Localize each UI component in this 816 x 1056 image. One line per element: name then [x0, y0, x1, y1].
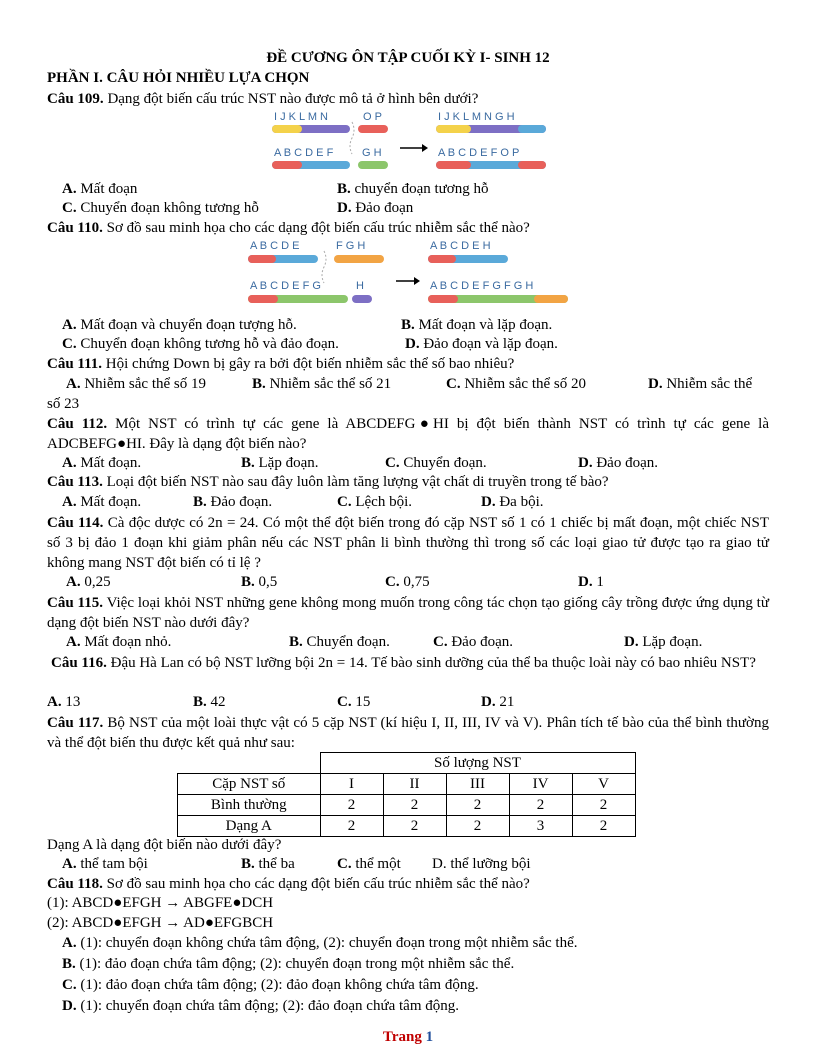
chromosome	[358, 161, 388, 169]
table-row: Bình thường 2 2 2 2 2	[178, 795, 636, 816]
chromosome	[358, 125, 388, 133]
fig-label: A B C D E	[250, 240, 300, 252]
table-group-header: Số lượng NST	[320, 753, 635, 774]
option: B. (1): đảo đoạn chứa tâm động; (2): chuyển đoạn trong một nhiễm sắc thể.	[62, 956, 515, 972]
question-115: Câu 115. Việc loại khỏi NST những gene không mong muốn trong công tác chọn tạo giống cây trồng được ứng dụng từ dạng đột biến NST nào dưới đây?	[47, 595, 769, 631]
fig-label: I J K L M N	[274, 111, 328, 123]
question-118: Câu 118. Sơ đồ sau minh họa cho các dạng đột biến cấu trúc nhiễm sắc thể nào?	[47, 876, 530, 892]
option: A. 0,25	[66, 574, 111, 590]
question-116: Câu 116. Đậu Hà Lan có bộ NST lưỡng bội 2n = 14. Tế bào sinh dưỡng của thể ba thuộc loài này có bao nhiêu NST?	[51, 655, 756, 671]
fig-label: A B C D E H	[430, 240, 491, 252]
chromosome	[428, 255, 456, 263]
fig-label: G H	[362, 147, 382, 159]
option: A. Mất đoạn nhỏ.	[66, 634, 172, 650]
page-number: 1	[425, 1029, 434, 1045]
option: D. thể lưỡng bội	[432, 856, 531, 872]
page-word: Trang	[382, 1029, 422, 1045]
option: C. Đảo đoạn.	[433, 634, 513, 650]
option: C. 15	[337, 694, 371, 710]
fig-label: O P	[363, 111, 382, 123]
question-114: Câu 114. Cà độc dược có 2n = 24. Có một thể đột biến trong đó cặp NST số 1 có 1 chiếc bị mất đoạn, một chiếc NST số 3 bị đảo 1 đoạn khi giảm phân nếu các NST phân li bình thường thì trong số các loại giao tử được tạo ra giao tử không mang NST đột biến có tỉ lệ ?	[47, 515, 769, 571]
option: A. Nhiễm sắc thể số 19	[66, 376, 206, 392]
option: D. 21	[481, 694, 515, 710]
option: A. thể tam bội	[62, 856, 148, 872]
table-row-header: Cặp NST số	[178, 774, 321, 795]
fig-label: I J K L M N G H	[438, 111, 515, 123]
chromosome	[334, 255, 384, 263]
option: C. thể một	[337, 856, 401, 872]
chromosome	[518, 125, 546, 133]
option: D. 1	[578, 574, 604, 590]
question-117-prompt: Dạng A là dạng đột biến nào dưới đây?	[47, 837, 282, 853]
option: D. Đảo đoạn và lặp đoạn.	[405, 336, 558, 352]
option: D. Nhiễm sắc thể	[648, 376, 753, 392]
question-111: Câu 111. Hội chứng Down bị gây ra bởi đột biến nhiễm sắc thể số bao nhiêu?	[47, 356, 515, 372]
question-label: Câu 109.	[47, 91, 104, 107]
question-109	[47, 90, 478, 108]
table-col-header: I	[320, 774, 383, 795]
option: C. Chuyển đoạn không tương hỗ và đảo đoạn.	[62, 336, 339, 352]
scheme-line: (1): ABCD●EFGH → ABGFE●DCH	[47, 895, 274, 911]
option: C. Lệch bội.	[337, 494, 412, 510]
option: B. Mất đoạn và lặp đoạn.	[401, 317, 553, 333]
option: C. Chuyển đoạn không tương hỗ	[62, 200, 259, 216]
chromosome	[272, 125, 302, 133]
option: D. Đảo đoạn.	[578, 455, 658, 471]
option: C. Chuyển đoạn.	[385, 455, 487, 471]
chromosome	[428, 295, 458, 303]
question-110: Câu 110. Sơ đồ sau minh họa cho các dạng đột biến cấu trúc nhiễm sắc thể nào?	[47, 220, 530, 236]
fig-label: A B C D E F G F G H	[430, 280, 534, 292]
document-title: ĐỀ CƯƠNG ÔN TẬP CUỐI KỲ I- SINH 12	[266, 50, 550, 66]
option: B. chuyển đoạn tương hỗ	[337, 181, 489, 197]
question-text: Dạng đột biến cấu trúc NST nào được mô tả ở hình bên dưới?	[103, 91, 479, 107]
arrow-head	[414, 277, 420, 285]
part-heading: PHẦN I. CÂU HỎI NHIỀU LỰA CHỌN	[47, 70, 310, 86]
option: C. 0,75	[385, 574, 430, 590]
chromosome	[248, 255, 276, 263]
scheme-line: (2): ABCD●EFGH → AD●EFGBCH	[47, 915, 274, 931]
table-col-header: IV	[509, 774, 572, 795]
chromosome	[436, 125, 471, 133]
chromosome	[436, 161, 471, 169]
option-wrap: số 23	[47, 396, 80, 412]
fig-label: F G H	[336, 240, 366, 252]
option: B. thể ba	[241, 856, 295, 872]
fig-label: A B C D E F G	[250, 280, 321, 292]
question-113: Câu 113. Loại đột biến NST nào sau đây luôn làm tăng lượng vật chất di truyền trong tế bào?	[47, 474, 609, 490]
q110-figure	[244, 237, 584, 313]
fig-label: A B C D E F	[274, 147, 334, 159]
question-112: Câu 112. Một NST có trình tự các gene là ABCDEFG●HI bị đột biến thành NST có trình tự các gene là ADCBEFG●HI. Đây là dạng đột biến nào?	[47, 416, 769, 452]
option: C. (1): đảo đoạn chứa tâm động; (2): đảo đoạn không chứa tâm động.	[62, 977, 479, 993]
option: A. Mất đoạn	[62, 181, 138, 197]
table-corner	[178, 753, 321, 774]
option: D. Đa bội.	[481, 494, 544, 510]
table-col-header: III	[446, 774, 509, 795]
table-col-header: V	[572, 774, 635, 795]
option: D. Đảo đoạn	[337, 200, 414, 216]
option: C. Nhiễm sắc thể số 20	[446, 376, 586, 392]
table-col-header: II	[383, 774, 446, 795]
chromosome	[518, 161, 546, 169]
option: A. Mất đoạn.	[62, 455, 142, 471]
option: D. Lặp đoạn.	[624, 634, 703, 650]
option: B. Đảo đoạn.	[193, 494, 273, 510]
option: B. Lặp đoạn.	[241, 455, 319, 471]
q109-figure	[260, 108, 560, 176]
table-row: Dạng A 2 2 2 3 2	[178, 816, 636, 837]
chromosome	[352, 295, 372, 303]
option: D. (1): chuyển đoạn chứa tâm động; (2): đảo đoạn chứa tâm động.	[62, 998, 459, 1014]
question-117: Câu 117. Bộ NST của một loài thực vật có 5 cặp NST (kí hiệu I, II, III, IV và V). Phân tích tế bào của thể bình thường và thể đột biến thu được kết quả như sau:	[47, 715, 769, 751]
option: A. Mất đoạn.	[62, 494, 142, 510]
option: B. Chuyển đoạn.	[289, 634, 390, 650]
option: B. Nhiễm sắc thể số 21	[252, 376, 392, 392]
option: B. 42	[193, 694, 226, 710]
chromosome	[248, 295, 278, 303]
option: A. (1): chuyển đoạn không chứa tâm động, (2): chuyển đoạn trong một nhiễm sắc thể.	[62, 935, 578, 951]
nst-table	[177, 752, 636, 837]
option: A. 13	[47, 694, 81, 710]
arrow-head	[422, 144, 428, 152]
option: A. Mất đoạn và chuyển đoạn tượng hỗ.	[62, 317, 297, 333]
chromosome	[534, 295, 568, 303]
fig-label: A B C D E F O P	[438, 147, 520, 159]
page-footer	[0, 1029, 816, 1046]
chromosome	[272, 161, 302, 169]
fig-label: H	[356, 280, 364, 292]
option: B. 0,5	[241, 574, 278, 590]
